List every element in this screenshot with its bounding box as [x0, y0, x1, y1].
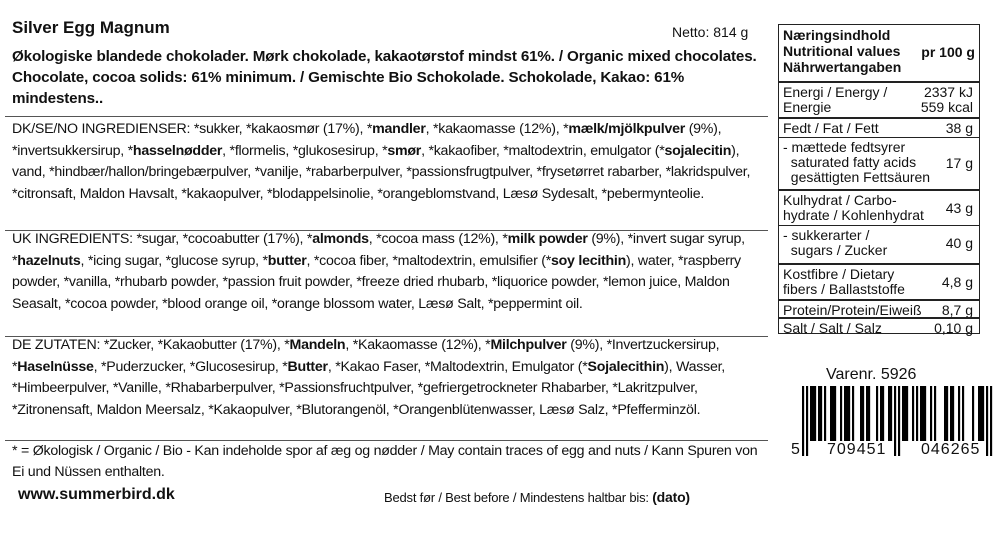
divider [5, 116, 768, 117]
nutrition-label: Salt / Salt / Salz [783, 320, 882, 336]
barcode-bar [958, 386, 960, 441]
best-before-label: Bedst før / Best before / Mindestens haltbar bis: [384, 490, 649, 505]
ingredient-text: , *icing sugar, *glucose syrup, * [80, 252, 268, 269]
barcode-bar [846, 386, 848, 441]
nutrition-value: 17 g [945, 155, 973, 171]
barcode-bar [860, 386, 862, 441]
nutrition-label: - sukkerarter / [783, 227, 870, 243]
barcode-bar [982, 386, 984, 441]
ingredient-text: , *Kakaomasse (12%), * [345, 337, 491, 353]
ingredient-text: , *Kakao Faser, *Maltodextrin, Emulgator (* [327, 358, 588, 375]
allergen-text: Sojalecithin [587, 358, 665, 375]
nutrition-value: 43 g [945, 200, 973, 216]
nutrition-value: 4,8 g [941, 274, 973, 290]
allergen-text: mandler [372, 121, 426, 137]
ingredient-text: , *flormelis, *glukosesirup, * [222, 142, 388, 159]
barcode-bar [944, 386, 946, 441]
barcode-bar [830, 386, 832, 441]
item-number: Varenr. 5926 [826, 366, 917, 383]
nutrition-label: hydrate / Kohlenhydrat [783, 207, 924, 223]
barcode-bar [814, 386, 816, 441]
barcode-number [790, 441, 995, 461]
barcode-bar [978, 386, 980, 441]
ingredient-text: (9%), *invertsukkersirup, * [12, 121, 722, 159]
website-url: www.summerbird.dk [18, 486, 175, 503]
allergen-text: sojalecitin [664, 142, 732, 159]
product-title: Silver Egg Magnum [12, 18, 170, 37]
barcode-bar [876, 386, 878, 441]
barcode-bar [810, 386, 812, 441]
barcode-bar [920, 386, 922, 441]
barcode-bar [946, 386, 948, 441]
ingredient-text: UK INGREDIENTS: *sugar, *cocoabutter (17%), * [12, 231, 313, 247]
barcode-bar [882, 386, 884, 441]
barcode-bar [844, 386, 846, 441]
barcode-bar [824, 386, 826, 441]
ingredient-text: ), vand, *hindbær/hallon/bringebærpulver, *vanilje, *rabarberpulver, *passionsfrugtpulver, *frysetørret rabarber, *lakridspulver, *citronsaft, Maldon Havsalt, *kakaopulver, *blodappelsinolie, *orangeblomstvand, Læsø Sydesalt, *pebermynteolie. [12, 142, 751, 203]
barcode-bar [888, 386, 890, 441]
allergen-text: Butter [287, 358, 328, 375]
allergen-text: soy lecithin [550, 252, 627, 269]
barcode-bar [848, 386, 850, 441]
allergen-text: almonds [312, 231, 369, 247]
allergen-text: mælk/mjölkpulver [568, 121, 685, 137]
nutrition-heading-line: Nährwertangaben [783, 59, 902, 75]
nutrition-row-fat [779, 117, 979, 137]
nutrition-row-saturates [779, 137, 979, 189]
barcode-bar [868, 386, 870, 441]
nutrition-value: 38 g [945, 120, 973, 136]
nutrition-label: Energi / Energy / [783, 84, 888, 100]
nutrition-value: 8,7 g [941, 302, 973, 318]
ingredient-text: , *kakaomasse (12%), * [425, 121, 569, 137]
allergen-text: hazelnuts [17, 252, 81, 269]
nutrition-label: Kulhydrat / Carbo- [783, 192, 897, 208]
nutrition-row-sugars [779, 225, 979, 263]
nutrition-label: Energie [783, 99, 832, 115]
barcode-bar [902, 386, 904, 441]
nutrition-heading-line: Næringsindhold [783, 27, 891, 43]
barcode-bar [820, 386, 822, 441]
barcode-digit-first: 5 [791, 441, 801, 458]
barcode-bar [834, 386, 836, 441]
ingredient-text: ), water, *raspberry powder, *vanilla, *rhubarb powder, *passion fruit powder, *freeze dried rhubarb, *liquorice powder, *lemon juice, Maldon Seasalt, *cocoa powder, *blood orange oil, *orange blossom water, Læsø Salt, *peppermint oil. [12, 252, 741, 313]
barcode-bar [904, 386, 906, 441]
barcode-digits-left: 709451 [827, 441, 887, 458]
nutrition-row-carbohydrate [779, 189, 979, 225]
ingredient-text: , *Puderzucker, *Glucosesirup, * [93, 358, 288, 375]
barcode-bar [866, 386, 868, 441]
nutrition-row-energy [779, 81, 979, 117]
allergen-text: Haselnüsse [17, 358, 94, 375]
barcode-bar [962, 386, 964, 441]
barcode-bar [812, 386, 814, 441]
nutrition-table [778, 24, 980, 334]
allergen-footnote: * = Økologisk / Organic / Bio - Kan indeholde spor af æg og nødder / May contain traces of egg and nuts / Kann Spuren von Ei und Nüssen enthalten. [12, 443, 758, 480]
nutrition-row-fibre [779, 263, 979, 299]
barcode-bar [916, 386, 918, 441]
nutrition-label: Fedt / Fat / Fett [783, 120, 879, 136]
nutrition-row-protein [779, 299, 979, 317]
barcode-bar [880, 386, 882, 441]
ingredient-text: , *cocoa fiber, *maltodextrin, emulsifier (* [306, 252, 551, 269]
nutrition-label: saturated fatty acids [783, 154, 917, 170]
nutrition-label: gesättigten Fettsäuren [783, 169, 931, 185]
ingredient-text: (9%), *Invertzuckersirup, * [12, 337, 720, 375]
barcode-bar [952, 386, 954, 441]
product-description: Økologiske blandede chokolader. Mørk chokolade, kakaotørstof mindst 61%. / Organic mixed chocolates. Chocolate, cocoa solids: 61% minimum. / Gemischte Bio Schokolade. Schokolade, Kakao: 61% mindestens.. [12, 48, 757, 107]
best-before-value: (dato) [652, 489, 690, 505]
barcode-bar [890, 386, 892, 441]
net-weight: Netto: 814 g [672, 24, 749, 40]
ingredients-dk [12, 119, 764, 206]
nutrition-heading-line: Nutritional values [783, 43, 901, 59]
ingredient-text: (9%), *invert sugar syrup, * [12, 231, 745, 269]
barcode-bar [862, 386, 864, 441]
ingredients-de [12, 335, 764, 422]
ingredient-text: , *kakaofiber, *maltodextrin, emulgator (* [421, 142, 665, 159]
allergen-text: smør [387, 142, 422, 159]
nutrition-value: 2337 kJ [923, 84, 973, 100]
nutrition-label: - mættede fedtsyrer [783, 139, 906, 155]
ingredient-text: DK/SE/NO INGREDIENSER: *sukker, *kakaosmør (17%), * [12, 121, 373, 137]
barcode-bar [922, 386, 924, 441]
best-before [384, 489, 690, 505]
allergen-text: hasselnødder [132, 142, 223, 159]
nutrition-per-100g: pr 100 g [921, 44, 975, 60]
ingredient-text: DE ZUTATEN: *Zucker, *Kakaobutter (17%), * [12, 337, 290, 353]
allergen-text: milk powder [507, 231, 588, 247]
nutrition-label: fibers / Ballaststoffe [783, 281, 905, 297]
allergen-text: Mandeln [289, 337, 346, 353]
barcode-bar [930, 386, 932, 441]
nutrition-value: 40 g [945, 235, 973, 251]
barcode-bar [950, 386, 952, 441]
nutrition-value: 559 kcal [920, 99, 973, 115]
nutrition-label: Kostfibre / Dietary [783, 266, 895, 282]
ingredients-uk [12, 229, 764, 316]
nutrition-label: Protein/Protein/Eiweiß [783, 302, 922, 318]
barcode-digits-right: 046265 [921, 441, 981, 458]
allergen-text: Milchpulver [490, 337, 567, 353]
barcode-bar [912, 386, 914, 441]
barcode-bar [852, 386, 854, 441]
barcode-bar [906, 386, 908, 441]
nutrition-label: sugars / Zucker [783, 242, 888, 258]
ingredient-text: , *cocoa mass (12%), * [368, 231, 508, 247]
barcode-bar [924, 386, 926, 441]
nutrition-value: 0,10 g [934, 320, 973, 336]
nutrition-row-salt [779, 317, 979, 334]
barcode-bar [818, 386, 820, 441]
ingredient-text: ), Wasser, *Himbeerpulver, *Vanille, *Rhabarberpulver, *Passionsfruchtpulver, *gefriergetrockneter Rhabarber, *Lakritzpulver, *Zitronensaft, Maldon Meersalz, *Kakaopulver, *Blutorangenöl, *Orangenblütenwasser, Læsø Salz, *Pfefferminzöl. [12, 358, 725, 419]
barcode-bar [934, 386, 936, 441]
barcode-bar [972, 386, 974, 441]
allergen-text: butter [267, 252, 307, 269]
barcode-bar [980, 386, 982, 441]
barcode-bar [832, 386, 834, 441]
nutrition-heading [783, 27, 901, 75]
barcode-bar [840, 386, 842, 441]
